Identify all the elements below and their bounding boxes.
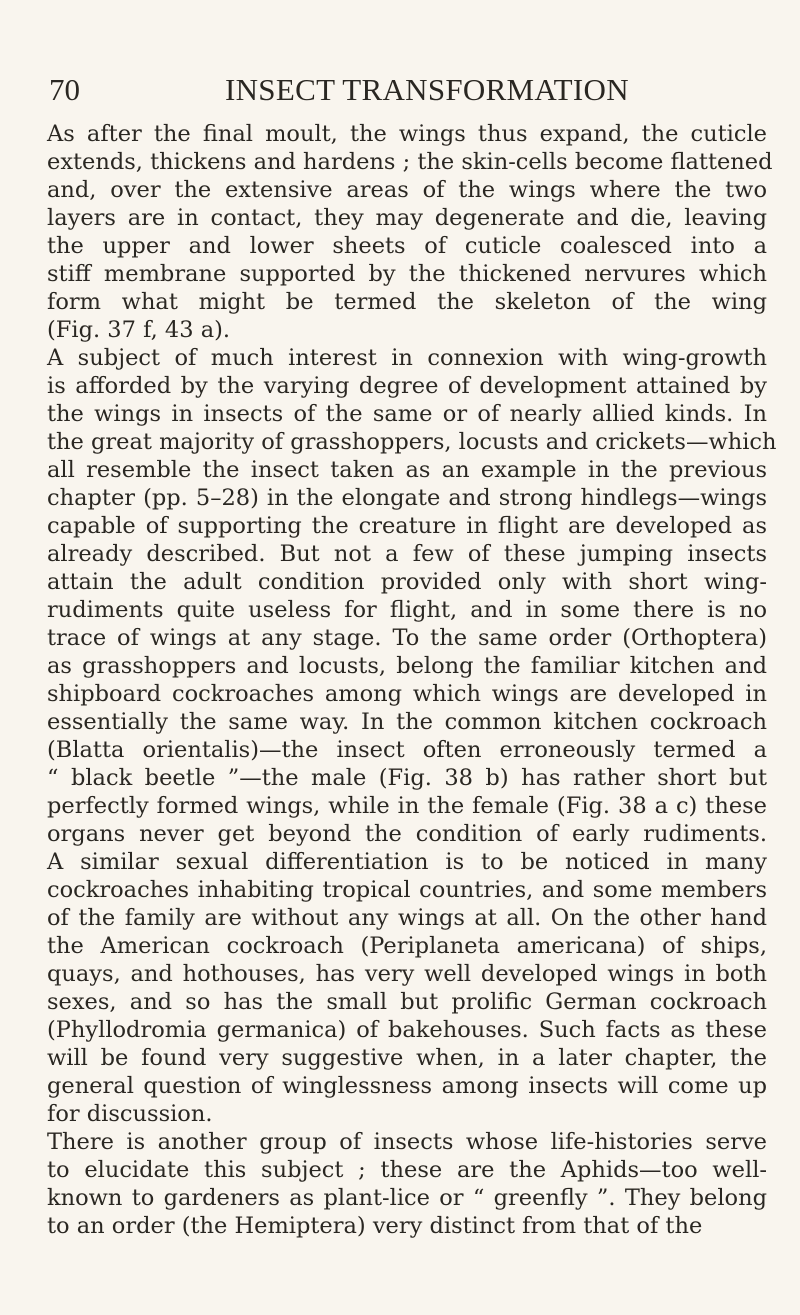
book-page — [47, 62, 777, 1240]
running-title: INSECT TRANSFORMATION — [225, 72, 629, 107]
paragraph — [47, 1128, 767, 1240]
text-line: essentially the same way. In the common kitchen cockroach — [47, 709, 767, 735]
text-line: A subject of much interest in connexion with wing-growth — [47, 345, 767, 371]
text-line: stiff membrane supported by the thickened nervures which — [47, 261, 767, 287]
text-line: as grasshoppers and locusts, belong the familiar kitchen and — [47, 653, 767, 679]
text-line: the upper and lower sheets of cuticle coalesced into a — [47, 233, 767, 259]
text-line: will be found very suggestive when, in a later chapter, the — [47, 1045, 767, 1071]
text-line: shipboard cockroaches among which wings are developed in — [47, 681, 767, 707]
text-line: is afforded by the varying degree of development attained by — [47, 373, 767, 399]
text-line: (Phyllodromia germanica) of bakehouses. Such facts as these — [47, 1017, 767, 1043]
text-line: known to gardeners as plant-lice or “ greenfly ”. They belong — [47, 1185, 767, 1211]
text-line: trace of wings at any stage. To the same order (Orthoptera) — [47, 625, 767, 651]
text-line: cockroaches inhabiting tropical countries, and some members — [47, 877, 767, 903]
text-line: extends, thickens and hardens ; the skin-cells become flattened — [47, 149, 773, 175]
text-line: layers are in contact, they may degenerate and die, leaving — [47, 205, 767, 231]
text-line: (Fig. 37 f, 43 a). — [47, 317, 231, 343]
text-line: attain the adult condition provided only with short wing- — [47, 569, 767, 595]
text-line: As after the final moult, the wings thus expand, the cuticle — [47, 121, 767, 147]
running-head — [47, 62, 767, 110]
text-line: for discussion. — [47, 1101, 213, 1127]
text-line: chapter (pp. 5–28) in the elongate and strong hindlegs—wings — [47, 485, 767, 511]
text-line: already described. But not a few of these jumping insects — [47, 541, 767, 567]
text-line: of the family are without any wings at all. On the other hand — [47, 905, 767, 931]
text-line: to an order (the Hemiptera) very distinct from that of the — [47, 1213, 703, 1239]
text-line: form what might be termed the skeleton of the wing — [47, 289, 767, 315]
body-text — [47, 120, 777, 1240]
text-line: (Blatta orientalis)—the insect often erroneously termed a — [47, 737, 767, 763]
text-line: There is another group of insects whose life-histories serve — [47, 1129, 767, 1155]
text-line: the wings in insects of the same or of nearly allied kinds. In — [47, 401, 767, 427]
text-line: and, over the extensive areas of the wings where the two — [47, 177, 767, 203]
text-line: capable of supporting the creature in flight are developed as — [47, 513, 767, 539]
text-line: general question of winglessness among insects will come up — [47, 1073, 767, 1099]
text-line: sexes, and so has the small but prolific German cockroach — [47, 989, 767, 1015]
text-line: perfectly formed wings, while in the female (Fig. 38 a c) these — [47, 793, 767, 819]
text-line: to elucidate this subject ; these are the Aphids—too well- — [47, 1157, 767, 1183]
page-number: 70 — [49, 72, 80, 107]
text-line: “ black beetle ”—the male (Fig. 38 b) has rather short but — [47, 765, 767, 791]
text-line: quays, and hothouses, has very well developed wings in both — [47, 961, 767, 987]
text-line: all resemble the insect taken as an example in the previous — [47, 457, 767, 483]
text-line: A similar sexual differentiation is to be noticed in many — [47, 849, 767, 875]
text-line: the American cockroach (Periplaneta americana) of ships, — [47, 933, 767, 959]
text-line: rudiments quite useless for flight, and in some there is no — [47, 597, 767, 623]
paragraph — [47, 344, 777, 1128]
text-line: organs never get beyond the condition of early rudiments. — [47, 821, 767, 847]
paragraph — [47, 120, 773, 344]
text-line: the great majority of grasshoppers, locusts and crickets—which — [47, 429, 777, 455]
